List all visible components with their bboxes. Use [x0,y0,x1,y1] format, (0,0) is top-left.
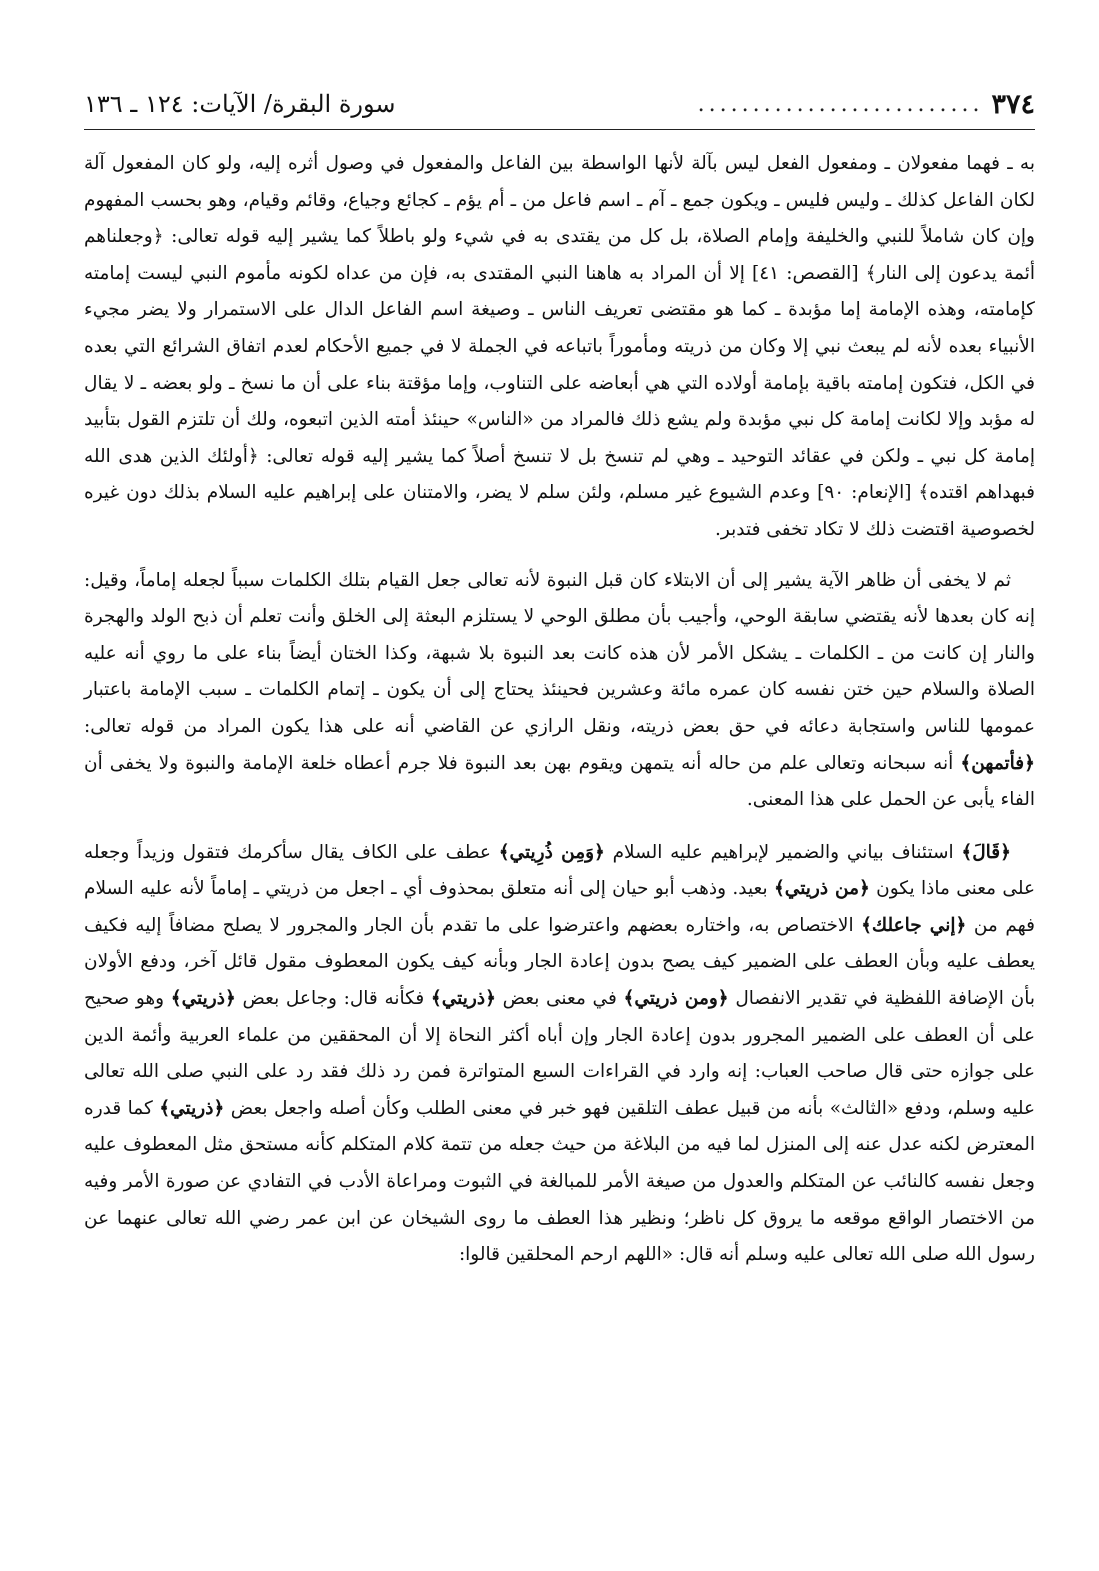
quran-quote: ﴿ذريتي﴾ [170,988,236,1010]
paragraph-3-text: في معنى بعض [495,988,624,1010]
quran-quote: ﴿ذريتي﴾ [430,988,496,1010]
quran-quote: ﴿فأتمهن﴾ [960,752,1035,774]
quran-quote: ﴿ذريتي﴾ [159,1097,225,1119]
running-header [84,84,1035,124]
paragraph-2-text-a: ثم لا يخفى أن ظاهر الآية يشير إلى أن الابتلاء كان قبل النبوة لأنه تعالى جعل القيام بتلك الكلمات سبباً لجعله إماماً، وقيل: إنه كان بعدها لأنه يقتضي سابقة الوحي، وأجيب بأن مطلق الوحي لا يستلزم البعثة إلى الخلق وأنت تعلم أن ذبح الولد والهجرة والنار إن كانت من ـ الكلمات ـ يشكل الأمر لأن هذه كانت بعد النبوة بلا شبهة، وكذا الختان أيضاً بناء على ما روي أنه عليه الصلاة والسلام حين ختن نفسه كان عمره مائة وعشرين فحينئذ يحتاج إلى أن يكون ـ إتمام الكلمات ـ سبب الإمامة باعتبار عمومها للناس واستجابة دعائه في حق بعض ذريته، ونقل الرازي عن القاضي أنه على هذا يكون المراد من قوله تعالى: [84,569,1035,737]
paragraph-3-text: بعيد. وذهب أبو حيان إلى أنه متعلق بمحذوف أي ـ اجعل من ذريتي ـ إماماً لأنه عليه السلام فهم من [84,878,1035,936]
running-title: سورة البقرة/ الآيات: ١٢٤ ـ ١٣٦ [84,90,396,118]
paragraph-3-text: وهو صحيح على أن العطف على الضمير المجرور بدون إعادة الجار وإن أباه أكثر النحاة إلا أن المحققين من علماء العربية وأئمة الدين على جوازه حتى قال صاحب العباب: إنه وارد في القراءات السبع المتواترة فمن رد ذلك فقد رد على النبي صلى الله تعالى عليه وسلم، ودفع «الثالث» بأنه من قبيل عطف التلقين فهو خبر في معنى الطلب وكأن أصله واجعل بعض [84,988,1035,1119]
paragraph-3-text: كما قدره المعترض لكنه عدل عنه إلى المنزل لما فيه من البلاغة من حيث جعله من تتمة كلام المتكلم كأنه مستحق مثل المعطوف عليه وجعل نفسه كالنائب عن المتكلم والعدول من صيغة الأمر للمبالغة في الثبوت ومراعاة الأدب في التفادي عن صورة الأمر وفيه من الاختصار الواقع موقعه ما يروق كل ناظر؛ ونظير هذا العطف ما روى الشيخان عن ابن عمر رضي الله تعالى عنهما عن رسول الله صلى الله تعالى عليه وسلم أنه قال: «اللهم ارحم المحلقين قالوا: [84,1097,1035,1266]
quran-quote: ﴿إني جاعلك﴾ [861,914,967,936]
paragraph-3-text: فكأنه قال: وجاعل بعض [235,988,431,1010]
quran-quote: ﴿ومن ذريتي﴾ [623,988,729,1010]
page-body [84,146,1035,1274]
paragraph-3-text: استئناف بياني والضمير لإبراهيم عليه السلام [604,841,962,863]
quran-quote: ﴿قَالَ﴾ [961,841,1011,863]
quran-quote: ﴿وَمِن ذُرِيتي﴾ [498,841,605,863]
paragraph-2-text-b: أنه سبحانه وتعالى علم من حاله أنه يتمهن ويقوم بهن بعد النبوة فلا جرم أعطاه خلعة الإمامة والنبوة ولا يخفى أن الفاء يأبى عن الحمل على هذا المعنى. [84,752,1035,811]
dot-leader: .......................... [697,91,984,117]
paragraph-3-text: الاختصاص به، واختاره بعضهم واعترضوا على ما تقدم بأن الجار والمجرور لا يصلح مضافاً إليه فكيف يعطف عليه وبأن العطف على الضمير كيف يصح بدون إعادة الجار وبأنه كيف يكون المعطوف مقول قائل آخر، ودفع الأولان بأن الإضافة اللفظية في تقدير الانفصال [84,914,1035,1010]
quran-quote: ﴿من ذريتي﴾ [773,878,870,900]
paragraph-3 [84,835,1035,1274]
header-divider [84,129,1035,130]
page-number: ٣٧٤ [991,88,1035,120]
paragraph-2 [84,563,1035,819]
paragraph-3-text: عطف على الكاف يقال سأكرمك فتقول وزيداً وجعله على معنى ماذا يكون [84,841,1036,900]
paragraph-1: به ـ فهما مفعولان ـ ومفعول الفعل ليس بآلة لأنها الواسطة بين الفاعل والمفعول في وصول أثره إليه، ولو كان المفعول آلة لكان الفاعل كذلك ـ وليس فليس ـ ويكون جمع ـ آم ـ اسم فاعل من ـ أم يؤم ـ كجائع وجياع، وقائم وقيام، وهو بحسب المفهوم وإن كان شاملاً للنبي والخليفة وإمام الصلاة، بل كل من يقتدى به في شيء ولو باطلاً كما يشير إليه قوله تعالى: ﴿وجعلناهم أئمة يدعون إلى النار﴾ [القصص: ٤١] إلا أن المراد به هاهنا النبي المقتدى به، فإن من عداه لكونه مأموم النبي ليست إمامته كإمامته، وهذه الإمامة إما مؤبدة ـ كما هو مقتضى تعريف الناس ـ وصيغة اسم الفاعل الدال على الاستمرار ولا يضر مجيء الأنبياء بعده لأنه لم يبعث نبي إلا وكان من ذريته ومأموراً باتباعه في الجملة لا في جميع الأحكام لعدم اتفاق الشرائع التي بعده في الكل، فتكون إمامته باقية بإمامة أولاده التي هي أبعاضه على التناوب، وإما مؤقتة بناء على أن ما نسخ ـ ولو بعضه ـ لا يقال له مؤبد وإلا لكانت إمامة كل نبي مؤبدة ولم يشع ذلك فالمراد من «الناس» حينئذ أمته الذين اتبعوه، ولك أن تلتزم القول بتأبيد إمامة كل نبي ـ ولكن في عقائد التوحيد ـ وهي لم تنسخ بل لا تنسخ أصلاً كما يشير إليه قوله تعالى: ﴿أولئك الذين هدى الله فبهداهم اقتده﴾ [الإنعام: ٩٠] وعدم الشيوع غير مسلم، ولئن سلم لا يضر، والامتنان على إبراهيم عليه السلام بذلك دون غيره لخصوصية اقتضت ذلك لا تكاد تخفى فتدبر. [84,153,1036,540]
